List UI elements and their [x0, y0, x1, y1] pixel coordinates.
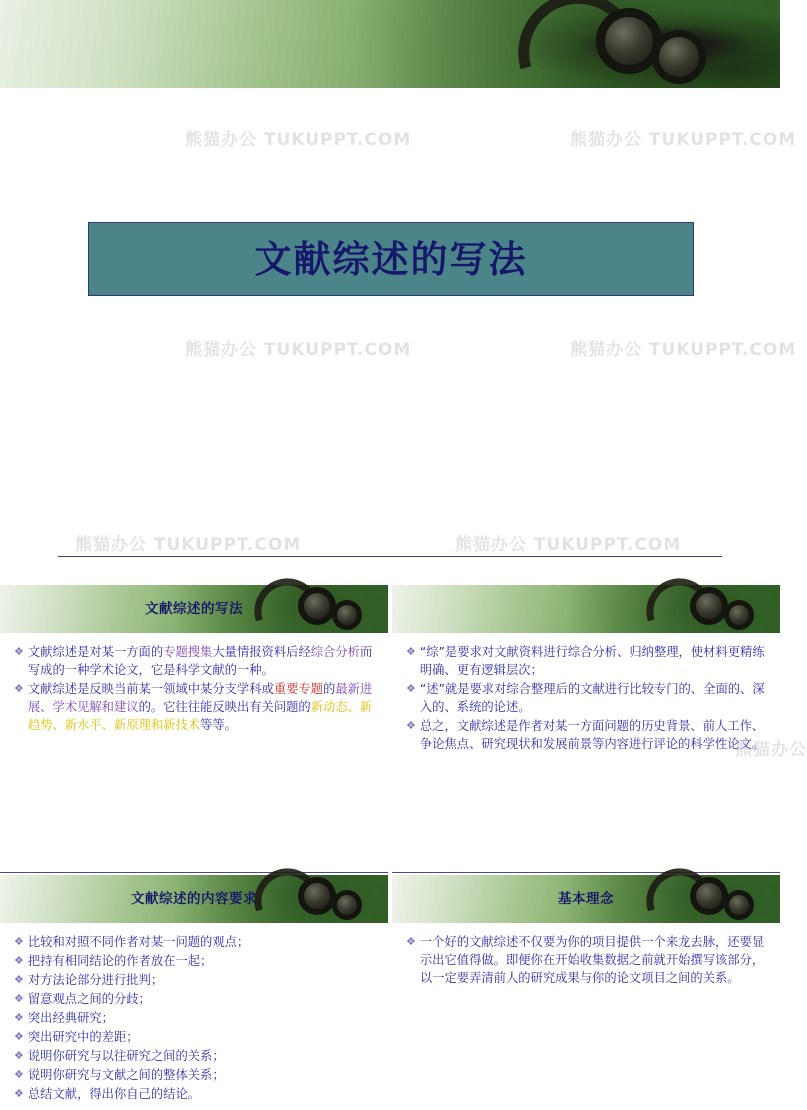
diamond-bullet-icon: ❖	[14, 935, 24, 948]
slide-banner	[0, 585, 388, 633]
diamond-bullet-icon: ❖	[406, 719, 416, 732]
list-item-label: 比较和对照不同作者对某一问题的观点；	[27, 935, 250, 949]
list-item	[406, 643, 768, 679]
watermark: 熊猫办公	[735, 740, 807, 760]
slide-grid	[0, 585, 807, 1102]
list-item-label: 总之，文献综述是作者对某一方面问题的历史背景、前人工作、争论焦点、研究现状和发展前景等内容进行评论的科学性论文。	[419, 719, 765, 751]
list-item-label: 突出经典研究；	[27, 1011, 114, 1025]
slide-body	[0, 633, 388, 741]
list-item-label: “述”就是要求对综合整理后的文献进行比较专门的、全面的、深入的、系统的论述。	[419, 682, 765, 714]
list-item	[14, 933, 376, 951]
list-item	[14, 952, 376, 970]
list-item-label: 突出研究中的差距；	[27, 1030, 139, 1044]
diamond-bullet-icon: ❖	[14, 1068, 24, 1081]
diamond-bullet-icon: ❖	[14, 992, 24, 1005]
diamond-bullet-icon: ❖	[406, 682, 416, 695]
slide-thumbnail-4[interactable]	[0, 875, 388, 1102]
watermark: 熊猫办公 TUKUPPT.COM	[185, 340, 412, 360]
list-item	[14, 1009, 376, 1027]
list-item	[14, 643, 376, 679]
list-item-label: 把持有相同结论的作者放在一起；	[27, 954, 213, 968]
diamond-bullet-icon: ❖	[14, 682, 24, 695]
slide-banner	[392, 585, 780, 633]
list-item-label: 总结文献，得出你自己的结论。	[27, 1087, 201, 1101]
slide-heading: 文献综述的写法	[145, 601, 243, 617]
diamond-bullet-icon: ❖	[406, 645, 416, 658]
list-item	[14, 1066, 376, 1084]
list-item	[14, 1047, 376, 1065]
list-item-label: 对方法论部分进行批判；	[27, 973, 164, 987]
slide-title-box	[88, 222, 694, 296]
list-item	[14, 1085, 376, 1103]
watermark: 熊猫办公 TUKUPPT.COM	[570, 340, 797, 360]
list-item-label: 说明你研究与以往研究之间的关系；	[27, 1049, 225, 1063]
list-item-label: 说明你研究与文献之间的整体关系；	[27, 1068, 225, 1082]
list-item-label: 文献综述是对某一方面的专题搜集大量情报资料后经综合分析而写成的一种学术论文，它是科学文献的一种。	[27, 645, 373, 677]
slide-heading: 文献综述的内容要求	[131, 891, 257, 907]
slide-banner	[392, 875, 780, 923]
list-item-label: 文献综述是反映当前某一领域中某分支学科或重要专题的最新进展、学术见解和建议的。它往往能反映出有关问题的新动态、新趋势、新水平、新原理和新技术等等。	[27, 682, 373, 732]
page-title: 文献综述的写法	[254, 237, 528, 281]
diamond-bullet-icon: ❖	[406, 935, 416, 948]
list-item	[14, 680, 376, 734]
slide-banner	[0, 0, 780, 88]
list-item-label: “综”是要求对文献资料进行综合分析、归纳整理，使材料更精练明确、更有逻辑层次；	[419, 645, 765, 677]
watermark: 熊猫办公 TUKUPPT.COM	[570, 130, 797, 150]
watermark: 熊猫办公 TUKUPPT.COM	[455, 535, 682, 555]
stethoscope-chestpiece-icon	[652, 30, 706, 84]
diamond-bullet-icon: ❖	[14, 954, 24, 967]
diamond-bullet-icon: ❖	[14, 645, 24, 658]
list-item	[14, 1028, 376, 1046]
slide-thumbnail-2[interactable]	[0, 585, 388, 873]
slide-heading: 基本理念	[558, 891, 614, 907]
slide-body	[392, 923, 780, 994]
slide-banner	[0, 875, 388, 923]
diamond-bullet-icon: ❖	[14, 1049, 24, 1062]
list-item	[406, 933, 768, 987]
slide-body	[392, 633, 780, 760]
stethoscope-chestpiece-icon	[724, 600, 754, 630]
diamond-bullet-icon: ❖	[14, 973, 24, 986]
list-item	[406, 680, 768, 716]
watermark: 熊猫办公 TUKUPPT.COM	[185, 130, 412, 150]
list-item-label: 一个好的文献综述不仅要为你的项目提供一个来龙去脉，还要显示出它值得做。即便你在开始收集数据之前就开始撰写该部分，以一定要弄清前人的研究成果与你的论文项目之间的关系。	[419, 935, 765, 985]
list-item	[406, 717, 768, 753]
slide-body	[0, 923, 388, 1110]
diamond-bullet-icon: ❖	[14, 1030, 24, 1043]
stethoscope-icon	[690, 587, 728, 625]
watermark: 熊猫办公 TUKUPPT.COM	[75, 535, 302, 555]
list-item-label: 留意观点之间的分歧；	[27, 992, 151, 1006]
list-item	[14, 990, 376, 1008]
diamond-bullet-icon: ❖	[14, 1011, 24, 1024]
slide-thumbnail-5[interactable]	[392, 875, 780, 1102]
list-item	[14, 971, 376, 989]
diamond-bullet-icon: ❖	[14, 1087, 24, 1100]
slide-divider	[58, 556, 722, 557]
slide-thumbnail-3[interactable]	[392, 585, 780, 873]
